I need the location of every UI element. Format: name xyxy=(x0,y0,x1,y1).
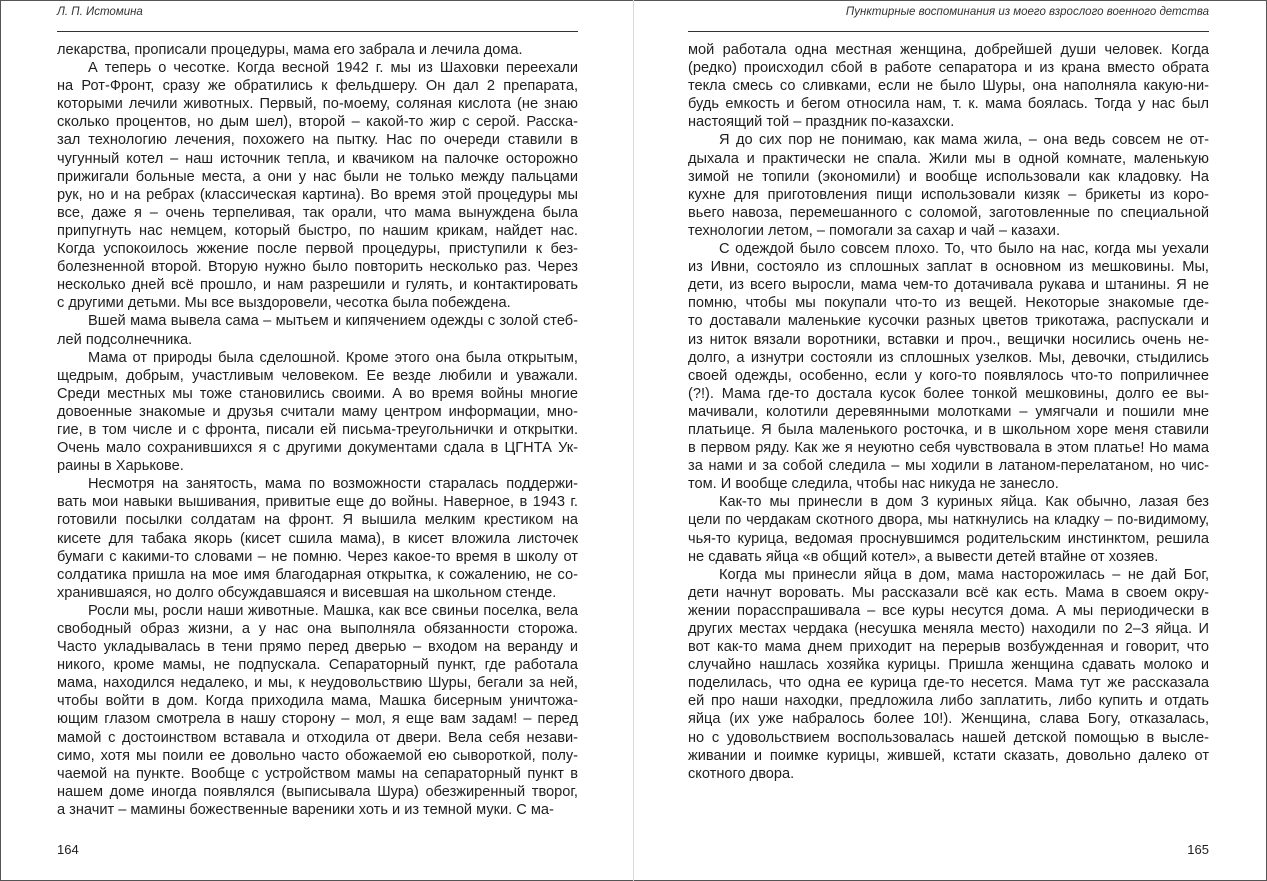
text-line: (редко) происходил сбой в работе сепаратора и из крана вместо обрата xyxy=(688,60,1209,77)
text-line: других местах чердака (несушка меняла место) находили по 2–3 яйца. И xyxy=(688,621,1209,637)
text-line: прижигали больные места, а они у нас были не только между пальцами xyxy=(57,168,578,185)
paragraph xyxy=(688,240,1209,493)
paragraph xyxy=(57,59,578,312)
running-head-author: Л. П. Истомина xyxy=(57,6,143,18)
text-line: готовили посылки солдатам на фронт. Я вышила мелким крестиком на xyxy=(57,512,578,529)
text-line: щедрым, добрым, участливым человеком. Ее везде любили и уважали. xyxy=(57,367,578,384)
text-line: яйца (их уже набралось более 10!). Женщина, слава Богу, отказалась, xyxy=(688,711,1209,728)
text-line: солдатика пришла на мое имя благодарная открытка, к сожалению, не со- xyxy=(57,566,578,583)
text-line: припугнуть нас немцем, который быстро, по нашим крикам, найдет нас. xyxy=(57,222,578,239)
text-line: вать мои навыки вышивания, привитые еще до войны. Наверное, в 1943 г. xyxy=(57,494,578,511)
text-line: зимой не топили (экономили) и вообще использовали как кладовку. На xyxy=(688,168,1209,185)
text-line: кухне для приготовления пищи использовали кизяк – брикеты из коро- xyxy=(688,186,1209,203)
text-line: чтобы войти в дом. Когда приходила мама, Машка бисерным уничтожа- xyxy=(57,693,578,710)
text-line: зал технологию лечения, похожего на пытку. Нас по очереди ставили в xyxy=(57,132,578,149)
text-line: из ниток вязали воротники, вставки и проч., вещички носились очень не- xyxy=(688,331,1209,348)
text-line: сколько процентов, но дым шел), второй – какой-то жир с серой. Расска- xyxy=(57,114,578,131)
text-line: Вшей мама вывела сама – мытьем и кипячением одежды с золой стеб- xyxy=(88,313,578,330)
text-line: чаемой на пункте. Вообще с устройством мамы на сепараторный пункт в xyxy=(57,765,578,782)
text-line: Росли мы, росли наши животные. Машка, как все свиньи поселка, вела xyxy=(88,602,578,619)
page-body xyxy=(688,41,1209,783)
text-line: все, даже я – очень терпеливая, так орали, что мама вынуждена была xyxy=(57,204,578,221)
text-line: жении порасспрашивала – все куры несутся дома. А мы периодически в xyxy=(688,602,1209,619)
text-line: Как-то мы принесли в дом 3 куриных яйца. Как обычно, лазая без xyxy=(719,494,1209,511)
text-line: вьего навоза, перемешанного с соломой, заготовленные по специальной xyxy=(688,204,1209,221)
text-line: случайно нашлась хозяйка курицы. Пришла женщина сдавать молоко и xyxy=(688,657,1209,674)
text-line: С одеждой было совсем плохо. То, что было на нас, когда мы уехали xyxy=(719,241,1209,258)
text-line: за нами и за собой следила – мы ходили в латаном-перелатаном, но чис- xyxy=(688,458,1209,475)
paragraph xyxy=(688,41,1209,131)
text-line: цели по чердакам скотного двора, мы наткнулись на кладку – по-видимому, xyxy=(688,512,1209,529)
text-line: текла смесь со сливками, если не было Шуры, она наполняла какую-ни- xyxy=(688,78,1209,95)
text-line: симо, хотя мы поили ее довольно часто обожаемой ею сывороткой, полу- xyxy=(57,747,578,764)
paragraph xyxy=(57,475,578,602)
paragraph xyxy=(688,131,1209,240)
text-line: не сдавать яйца «в общий котел», а вывести детей втайне от хозяев. xyxy=(688,548,1159,565)
text-line: довоенные знакомые и друзья считали маму центром информации, мно- xyxy=(57,403,578,420)
text-line: рук, но и на ребрах (классическая картина). Во время этой процедуры мы xyxy=(57,186,578,203)
text-line: живании и поимке курицы, жившей, кстати сказать, довольно далеко от xyxy=(688,747,1209,764)
text-line: хранившаяся, но долго обсуждавшаяся и висевшая на школьном стенде. xyxy=(57,584,557,601)
text-line: А теперь о чесотке. Когда весной 1942 г. мы из Шаховки переехали xyxy=(88,60,578,77)
text-line: чугунный котел – наш источник тепла, и квачиком на палочке осторожно xyxy=(57,150,578,167)
text-line: ющим глазом смотрела в нашу сторону – мол, я еще вам задам! – перед xyxy=(57,711,578,728)
text-line: чья-то курица, ведомая проснувшимся родительским инстинктом, решила xyxy=(688,530,1209,547)
text-line: лекарства, прописали процедуры, мама его забрала и лечила дома. xyxy=(57,42,523,58)
paragraph xyxy=(688,493,1209,565)
paragraph xyxy=(57,349,578,476)
text-line: своей одежды, особенно, если у кого-то появлялось что-то поприличнее xyxy=(688,367,1209,384)
left-page xyxy=(57,0,578,881)
text-line: но с удовольствием воспользовалась нашей детской помощью в высле- xyxy=(688,729,1209,746)
text-line: технологии летом, – помогали за сахар и чай – казахи. xyxy=(688,222,1061,239)
text-line: ей про наши находки, предложила либо заплатить, либо купить и отдать xyxy=(688,693,1209,710)
text-line: кисете для табака якорь (кисет сшила мама), в кисет вложила листочек xyxy=(57,530,578,547)
text-line: которыми лечили животных. Первый, по-моему, соляная кислота (не знаю xyxy=(57,96,578,113)
text-line: несколько дней всё прошло, и нам разрешили и гулять, и контактировать xyxy=(57,277,578,294)
text-line: то доставали маленькие кусочки разных цветов трикотажа, распускали и xyxy=(688,313,1209,330)
text-line: (?!). Мама где-то достала кусок более тонкой мешковины, долго ее вы- xyxy=(688,385,1209,402)
right-page xyxy=(688,0,1209,881)
text-line: в первом ряду. Как же я неуютно себя чувствовала в этом платье! Но мама xyxy=(688,440,1209,457)
text-line: том. И вообще следила, чтобы нас никуда не занесло. xyxy=(688,476,1059,493)
text-line: Когда успокоилось жжение после первой процедуры, приступили к без- xyxy=(57,241,578,258)
paragraph xyxy=(57,602,578,819)
text-line: нашем доме иногда появлялся (выписывала Шура) обезжиренный творог, xyxy=(57,783,578,800)
page-number: 165 xyxy=(1187,842,1209,857)
running-head-title: Пунктирные воспоминания из моего взрослого военного детства xyxy=(845,6,1209,18)
text-line: поделилась, что одна ее курица где-то несется. Мама тут же рассказала xyxy=(688,675,1209,692)
text-line: настоящий той – праздник по-казахски. xyxy=(688,114,955,131)
text-line: долго, а изнутри состояли из сплошных узелков. Мы, девочки, стыдились xyxy=(688,349,1209,366)
text-line: Несмотря на занятость, мама по возможности старалась поддержи- xyxy=(88,476,578,493)
text-line: вот как-то мама днем приходит на перерыв возбужденная и говорит, что xyxy=(688,639,1209,656)
text-line: Среди местных мы тоже становились своими. А во время войны многие xyxy=(57,385,578,402)
text-line: дети, из всего выросли, мама чем-то дотачивала рукава и штанины. Я не xyxy=(688,277,1209,294)
text-line: никого, кроме мамы, не подпускала. Сепараторный пункт, где работала xyxy=(57,657,578,674)
text-line: лей подсолнечника. xyxy=(57,331,193,348)
text-line: мамой с достоинством вставала и отходила от двери. Вела себя незави- xyxy=(57,729,578,746)
text-line: из Ивни, состояло из сплошных заплат в основном из мешковины. Мы, xyxy=(688,259,1209,276)
text-line: будь емкость и бегом относила нам, т. к. мама боялась. Тогда у нас был xyxy=(688,96,1209,113)
page-number: 164 xyxy=(57,842,79,857)
header-rule xyxy=(688,31,1209,32)
text-line: бумаги с какими-то словами – не помню. Через какое-то время в школу от xyxy=(57,548,578,565)
text-line: а значит – мамины божественные вареники хоть и из темной муки. С ма- xyxy=(57,801,554,818)
text-line: болезненной второй. Вторую нужно было повторить несколько раз. Через xyxy=(57,259,578,276)
text-line: помню, чтобы мы покупали что-то из вещей. Некоторые знакомые где- xyxy=(688,295,1209,312)
text-line: на Рот-Фронт, сразу же обратились к фельдшеру. Он дал 2 препарата, xyxy=(57,78,578,95)
page-body xyxy=(57,41,578,819)
text-line: гие, в том числе и с фронта, писали ей письма-треугольнички и открытки. xyxy=(57,421,578,438)
text-line: дети начнут воровать. Мы рассказали всё как есть. Мама в своем окру- xyxy=(688,584,1209,601)
text-line: мама, находился недалеко, и мы, к неудовольствию Шуры, бегали за ней, xyxy=(57,675,578,692)
text-line: мачивали, колотили деревянными молотками – умягчали и пошили мне xyxy=(688,403,1209,420)
text-line: с другими детьми. Мы все выздоровели, чесотка была побеждена. xyxy=(57,295,511,312)
paragraph xyxy=(688,566,1209,783)
paragraph xyxy=(57,312,578,348)
text-line: Очень мало сохранившихся я с другими документами сдала в ЦГНТА Ук- xyxy=(57,440,578,457)
text-line: свободный образ жизни, а у нас она выполняла обязанности сторожа. xyxy=(57,621,578,637)
text-line: платьице. Я была маленького росточка, и в школьном хоре меня ставили xyxy=(688,421,1209,438)
text-line: Я до сих пор не понимаю, как мама жила, – она ведь совсем не от- xyxy=(719,132,1209,149)
text-line: Когда мы принесли яйца в дом, мама насторожилась – не дай Бог, xyxy=(719,566,1209,583)
text-line: скотного двора. xyxy=(688,765,795,782)
text-line: Часто укладывалась в тени прямо перед дверью – входом на веранду и xyxy=(57,639,578,656)
paragraph xyxy=(57,41,578,59)
text-line: дыхала и практически не спала. Жили мы в одной комнате, маленькую xyxy=(688,150,1209,167)
text-line: мой работала одна местная женщина, добрейшей души человек. Когда xyxy=(688,42,1209,58)
header-rule xyxy=(57,31,578,32)
text-line: раины в Харькове. xyxy=(57,458,184,475)
book-gutter xyxy=(633,0,634,881)
text-line: Мама от природы была сделошной. Кроме этого она была открытым, xyxy=(88,349,578,366)
